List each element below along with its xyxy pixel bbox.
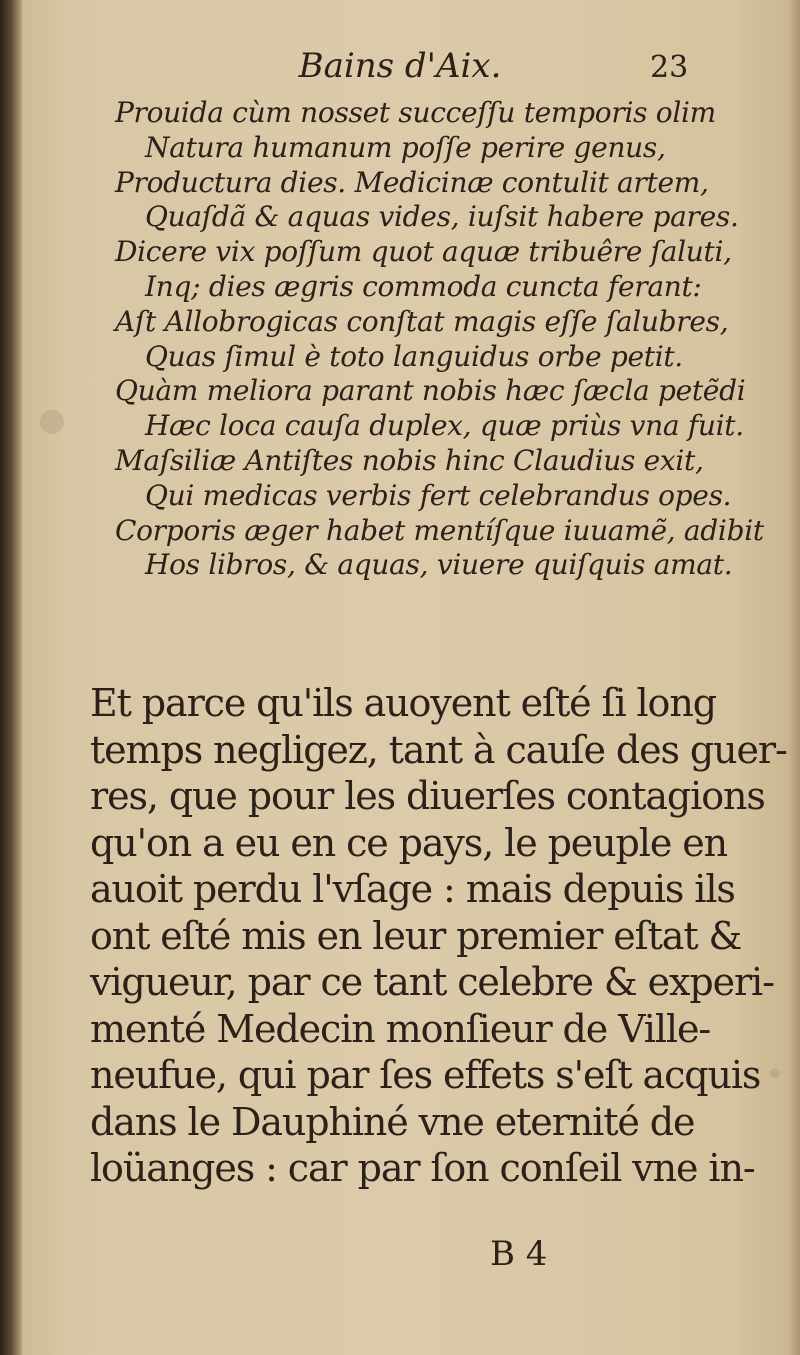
prose-line: temps negligez, tant à cauſe des guer- <box>90 727 787 772</box>
page-header <box>0 40 800 100</box>
poem-line: Hæc loca cauſa duplex, quæ priùs vna fuit. <box>145 409 744 443</box>
poem-line: Dicere vix poſſum quot aquæ tribuêre ſaluti, <box>115 235 732 269</box>
book-binding-edge <box>0 0 22 1355</box>
prose-line: vigueur, par ce tant celebre & experi- <box>90 960 774 1004</box>
poem-line: Quas ſimul è toto languidus orbe petit. <box>145 339 683 373</box>
poem-line: Prouida cùm nosset succeſſu temporis olim <box>115 96 716 129</box>
poem-line: Productura dies. Medicinæ contulit artem, <box>115 165 709 199</box>
poem-line: Maſsiliæ Antiſtes nobis hinc Claudius exit, <box>115 443 704 477</box>
prose-line: Et parce qu'ils auoyent eſté ſi long <box>90 681 716 725</box>
paper-stain <box>770 1068 780 1078</box>
prose-line: neufue, qui par ſes effets s'eſt acquis <box>90 1053 761 1097</box>
running-title: Bains d'Aix. <box>298 46 502 86</box>
signature-mark: B 4 <box>490 1234 548 1274</box>
poem-line: Qui medicas verbis fert celebrandus opes. <box>145 478 732 512</box>
page-number: 23 <box>650 50 689 85</box>
page-edge <box>788 0 800 1355</box>
prose-line: loüanges : car par ſon conſeil vne in- <box>90 1146 755 1190</box>
poem-line: Aſt Allobrogicas conſtat magis eſſe ſalubres, <box>115 304 729 338</box>
poem-line: Corporis æger habet mentíſque iuuamẽ, adibit <box>115 513 764 547</box>
paper-stain <box>40 410 64 434</box>
latin-poem <box>100 96 764 583</box>
poem-line: Inq; dies ægris commoda cuncta ferant: <box>145 269 702 303</box>
prose-line: qu'on a eu en ce pays, le peuple en <box>90 820 727 865</box>
prose-line: auoit perdu l'vſage : mais depuis ils <box>90 867 735 911</box>
prose-line: dans le Dauphiné vne eternité de <box>90 1099 695 1144</box>
poem-line: Hos libros, & aquas, viuere quiſquis amat. <box>145 548 733 582</box>
prose-line: res, que pour les diuerſes contagions <box>90 774 765 818</box>
prose-line: menté Medecin monſieur de Ville- <box>90 1006 711 1051</box>
french-prose <box>90 680 787 1192</box>
poem-line: Quaſdã & aquas vides, iuſsit habere pares. <box>145 200 739 234</box>
poem-line: Quàm meliora parant nobis hæc ſæcla petẽdi <box>115 374 746 408</box>
poem-line: Natura humanum poſſe perire genus, <box>145 130 666 164</box>
prose-line: ont eſté mis en leur premier eſtat & <box>90 913 742 958</box>
